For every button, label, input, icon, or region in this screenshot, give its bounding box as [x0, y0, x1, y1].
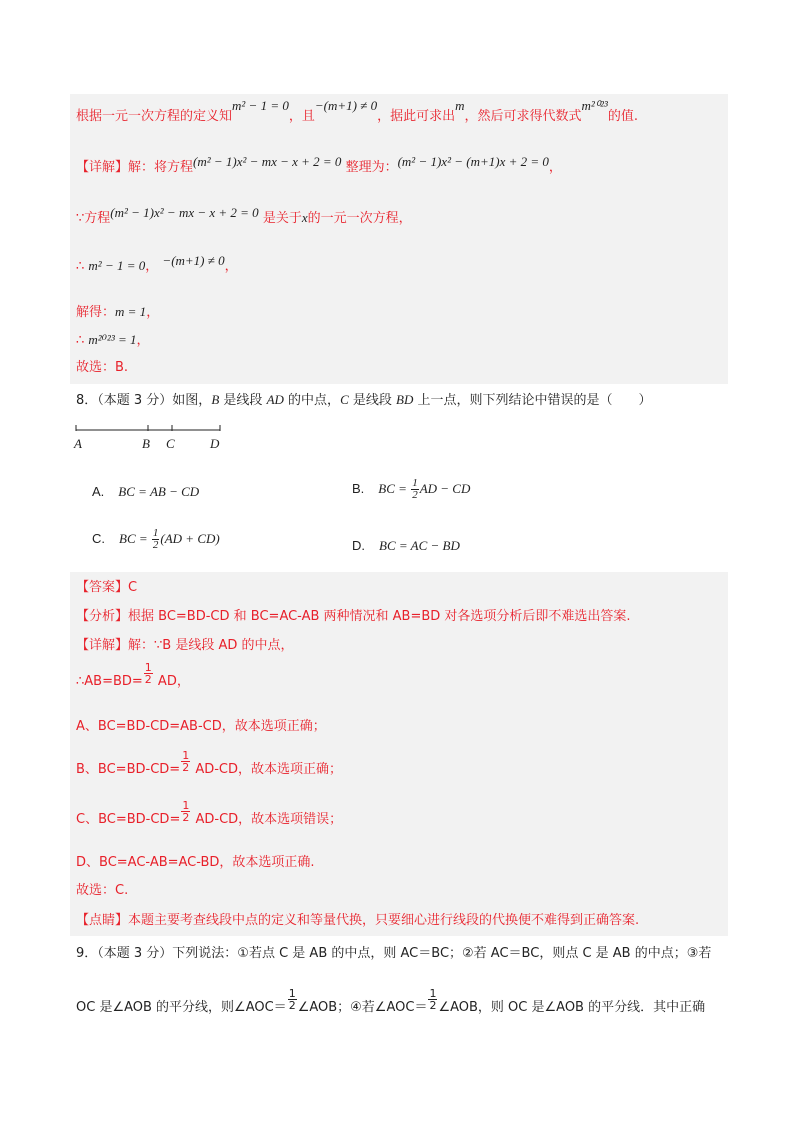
q8-answer: 【答案】C	[76, 580, 138, 595]
q9-line-1: 9．（本题 3 分）下列说法：①若点 C 是 AB 的中点，则 AC＝BC；②若 AC＝BC，则点 C 是 AB 的中点；③若	[76, 946, 712, 961]
option-b[interactable]: B. BC = $\frac{1}{2}$ AD − CD	[352, 477, 471, 501]
segment-figure	[72, 420, 232, 454]
q8-analysis: 【分析】根据 BC=BD-CD 和 BC=AC-AB 两种情况和 AB=BD 对各选项分析后即不难选出答案.	[76, 609, 631, 624]
q8-line-3: B、BC=BD-CD= $\frac{1}{2}$ AD-CD，故本选项正确；	[76, 749, 343, 777]
q7-choose: 故选：B.	[76, 360, 129, 375]
option-b-fraction: $\frac{1}{2}$	[412, 477, 418, 501]
point-label-b: B	[142, 436, 150, 451]
option-a[interactable]: A. BC = AB − CD	[92, 484, 200, 499]
option-c-fraction: $\frac{1}{2}$	[152, 527, 159, 551]
q8-line-4: C、BC=BD-CD= $\frac{1}{2}$ AD-CD，故本选项错误；	[76, 799, 343, 827]
point-label-a: A	[74, 436, 82, 451]
q7-since: ∵方程(m² − 1)x² − mx − x + 2 = 0 是关于x的一元一次方程，	[76, 205, 412, 226]
q8-line-5: D、BC=AC-AB=AC-BD，故本选项正确.	[76, 855, 315, 870]
q8-comment: 【点睛】本题主要考查线段中点的定义和等量代换，只要细心进行线段的代换便不难得到正确答案.	[76, 913, 640, 928]
point-label-d: D	[210, 436, 220, 451]
q7-therefore-1: ∴ m² − 1 = 0， −(m+1) ≠ 0，	[76, 253, 238, 274]
point-label-c: C	[166, 436, 175, 451]
q7-hint: 根据一元一次方程的定义知m² − 1 = 0，且−(m+1) ≠ 0，据此可求出m，然后可求得代数式m²⁰²³的值.	[76, 98, 638, 124]
q9-line-2: OC 是∠AOB 的平分线，则∠AOC＝ $\frac{1}{2}$ ∠AOB；④若∠AOC＝ $\frac{1}{2}$ ∠AOB，则 OC 是∠AOB 的平分线．其中正确	[76, 987, 706, 1015]
option-c[interactable]: C. BC = $\frac{1}{2}$ (AD + CD)	[92, 527, 220, 551]
q8-choose: 故选：C.	[76, 883, 129, 898]
q7-detail: 【详解】解：将方程(m² − 1)x² − mx − x + 2 = 0 整理为：(m² − 1)x² − (m+1)x + 2 = 0，	[76, 154, 562, 175]
q7-solve: 解得：m = 1，	[76, 304, 160, 320]
q8-stem: 8．（本题 3 分）如图，B 是线段 AD 的中点，C 是线段 BD 上一点，则下列结论中错误的是（ ）	[76, 392, 652, 408]
q8-line-2: A、BC=BD-CD=AB-CD，故本选项正确；	[76, 719, 326, 734]
option-d[interactable]: D. BC = AC − BD	[352, 538, 460, 553]
q7-therefore-2: ∴ m²⁰²³ = 1，	[76, 332, 150, 348]
q8-detail: 【详解】解：∵B 是线段 AD 的中点，	[76, 638, 294, 653]
solution-band-7	[70, 94, 728, 384]
q8-line-1: ∴AB=BD= $\frac{1}{2}$ AD，	[76, 661, 190, 689]
